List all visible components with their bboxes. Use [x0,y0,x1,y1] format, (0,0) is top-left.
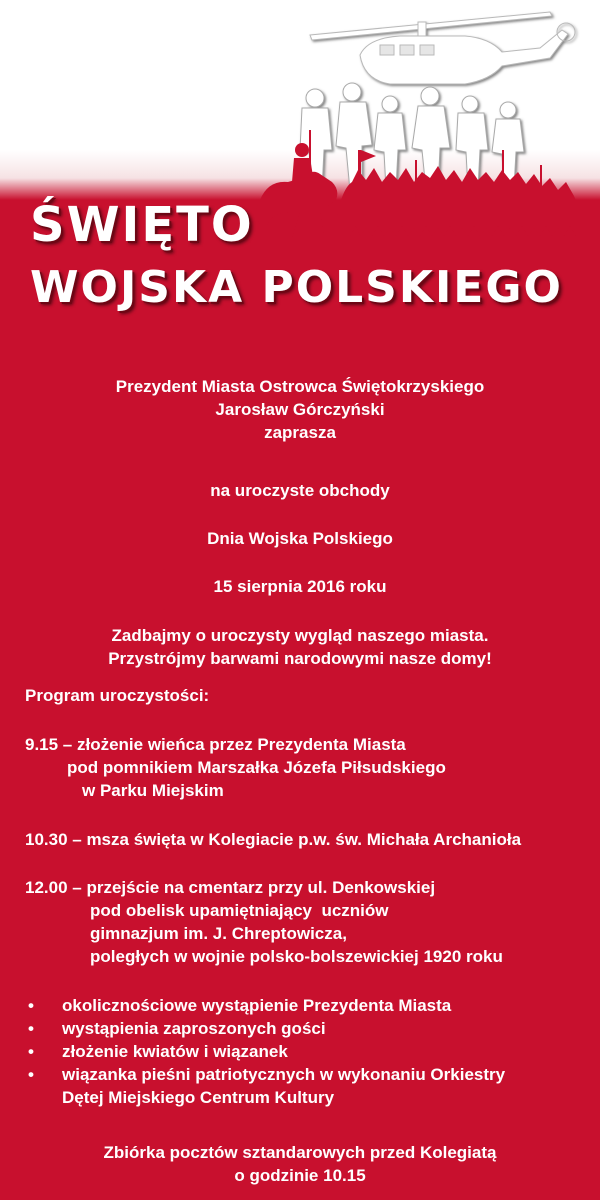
bullet-icon: • [28,1065,34,1084]
bullet-item-3: złożenie kwiatów i wiązanek [62,1042,288,1061]
invitation-line-4: na uroczyste obchody [210,481,390,500]
appeal-line-1: Zadbajmy o uroczysty wygląd naszego miasta. [111,626,489,645]
footer-line-1: Zbiórka pocztów sztandarowych przed Kolegiatą [103,1143,497,1162]
invitation-line-1: Prezydent Miasta Ostrowca Świętokrzyskiego [115,377,485,396]
poster-title-line2: WOJSKA POLSKIEGO [30,262,563,313]
bullet-item-4: wiązanka pieśni patriotycznych w wykonaniu Orkiestry [62,1065,506,1084]
program-item-1-line-3: w Parku Miejskim [82,781,224,800]
footer-line-2: o godzinie 10.15 [234,1166,366,1185]
bullet-item-2: wystąpienia zaproszonych gości [62,1019,326,1038]
bullet-item-4-continuation: Dętej Miejskiego Centrum Kultury [62,1088,335,1107]
program-item-1-line-1: 9.15 – złożenie wieńca przez Prezydenta Miasta [25,735,406,754]
invitation-line-3: zaprasza [264,423,336,442]
poster-title-line1: ŚWIĘTO [30,197,254,253]
invitation-line-2: Jarosław Górczyński [215,400,385,419]
bullet-item-1: okolicznościowe wystąpienie Prezydenta Miasta [62,996,452,1015]
program-item-3-line-4: poległych w wojnie polsko-bolszewickiej 1920 roku [90,947,503,966]
bullet-icon: • [28,1019,34,1038]
invitation-line-5: Dnia Wojska Polskiego [207,529,393,548]
program-item-1-line-2: pod pomnikiem Marszałka Józefa Piłsudskiego [67,758,446,777]
bullet-icon: • [28,996,34,1015]
program-item-3-line-2: pod obelisk upamiętniający uczniów [90,901,389,920]
appeal-line-2: Przystrójmy barwami narodowymi nasze domy! [108,649,492,668]
soldier-silhouettes-icon [300,83,524,190]
helicopter-icon [310,12,575,84]
program-heading: Program uroczystości: [25,686,210,705]
program-item-2-line-1: 10.30 – msza święta w Kolegiacie p.w. św. Michała Archanioła [25,830,522,849]
program-item-3-line-1: 12.00 – przejście na cmentarz przy ul. Denkowskiej [25,878,436,897]
program-item-3-line-3: gimnazjum im. J. Chreptowicza, [90,924,347,943]
bullet-icon: • [28,1042,34,1061]
event-date: 15 sierpnia 2016 roku [213,577,387,596]
